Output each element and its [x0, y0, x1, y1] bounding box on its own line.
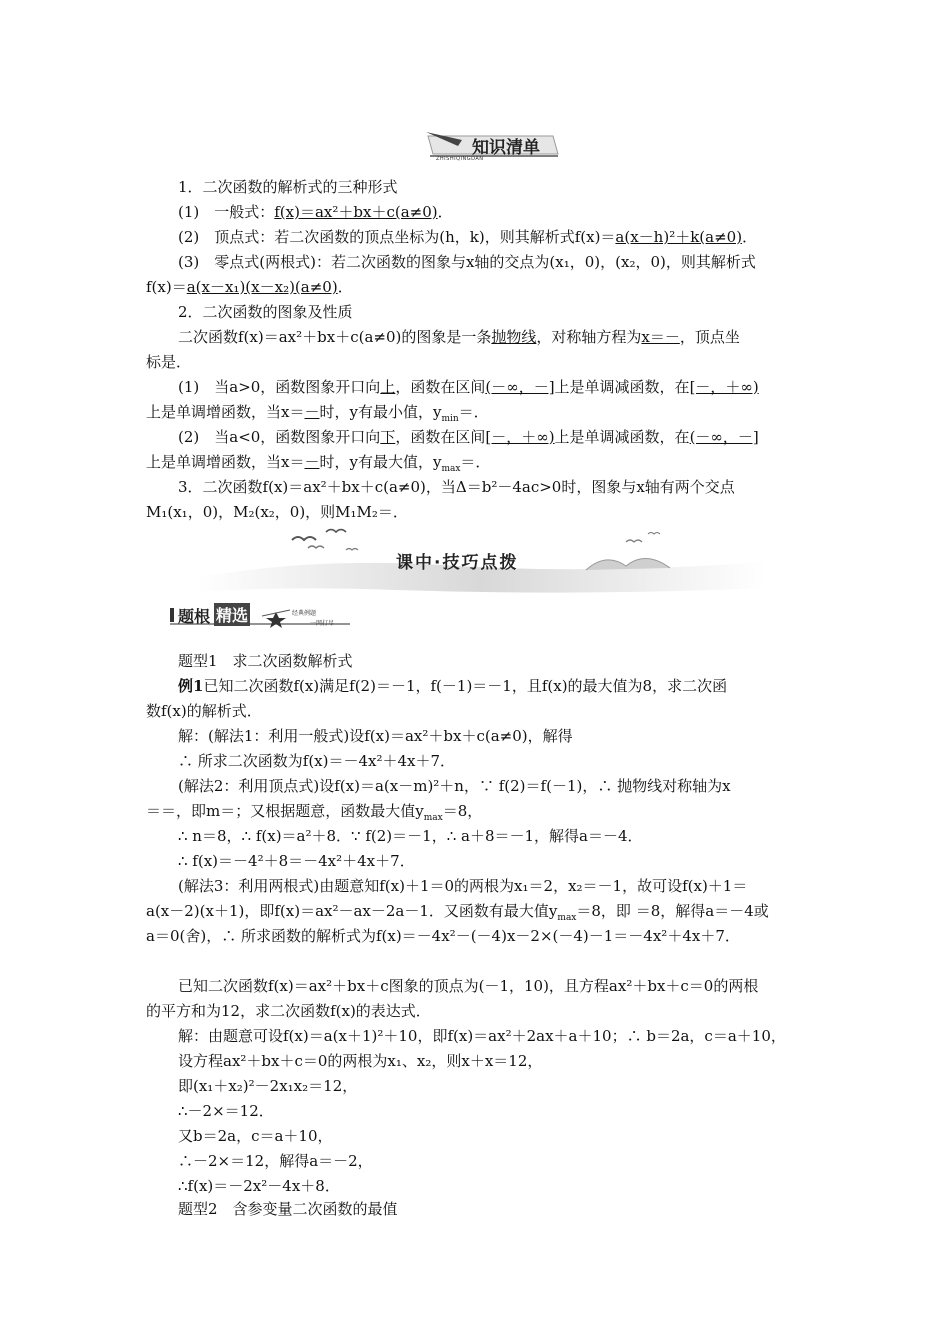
- case-a-positive-line2: 上是单调增函数，当x＝－时，y有最小值，$y_{min}=$．: [146, 403, 489, 424]
- general-form-formula: f(x)＝ax²＋bx＋c(a≠0): [274, 203, 438, 221]
- tag-label-b: 精选: [214, 603, 250, 626]
- lesson-banner-title: 课中·技巧点拨: [396, 553, 519, 573]
- practice-solution-line3: 即(x₁＋x₂)²－2x₁x₂＝12，: [178, 1077, 358, 1095]
- solution3-line1: (解法3：利用两根式)由题意知f(x)＋1＝0的两根为x₁＝2，x₂＝－1，故可设f(x)＋1＝: [178, 877, 748, 895]
- tag-small-2: 一网打尽: [310, 620, 335, 627]
- practice-solution-line5: 又b＝2a，c＝a＋10，: [178, 1127, 333, 1145]
- zero-form-prefix: f(x)＝: [146, 278, 187, 296]
- solution3-line3: a＝0(舍)，∴ 所求函数的解析式为f(x)＝－4x²－(－4)x－2×(－4)－1＝－4x²＋4x＋7．: [146, 927, 740, 945]
- section1-title: 1．二次函数的解析式的三种形式: [178, 178, 398, 196]
- solution1-line2: ∴ 所求二次函数为f(x)＝－4x²＋4x＋7．: [178, 752, 456, 770]
- case-a-negative-line1: (2) 当a<0，函数图象开口向下，函数在区间[－，＋∞)上是单调减函数，在(－∞，－]: [178, 428, 759, 446]
- section3-line1: 3．二次函数f(x)＝ax²＋bx＋c(a≠0)，当Δ＝b²－4ac>0时，图象与x轴有两个交点: [178, 478, 735, 496]
- example1-line1: 例1已知二次函数f(x)满足f(2)＝－1，f(－1)＝－1，且f(x)的最大值为8，求二次函: [178, 677, 728, 695]
- solution2-line1: (解法2：利用顶点式)设f(x)＝a(x－m)²＋n，∵ f(2)＝f(－1)，∴ 抛物线对称轴为x: [178, 777, 731, 795]
- type1-title: 题型1 求二次函数解析式: [178, 652, 353, 670]
- section2-title: 2．二次函数的图象及性质: [178, 303, 353, 321]
- vertex-form-formula: a(x－h)²＋k(a≠0): [615, 228, 743, 246]
- axis-formula: x＝－: [641, 328, 680, 346]
- vertex-form-line: (2) 顶点式：若二次函数的顶点坐标为(h，k)，则其解析式f(x)＝a(x－h)²＋k(a≠0)．: [178, 228, 758, 246]
- solution2-line3: ∴ n＝8，∴ f(x)＝a²＋8．∵ f(2)＝－1，∴ a＋8＝－1，解得a＝－4．: [178, 827, 643, 845]
- parabola-term: 抛物线: [491, 328, 537, 346]
- solution3-line2: a(x－2)(x＋1)，即f(x)＝ax²－ax－2a－1．又函数有最大值$y_{max}=8$，即 ＝8，解得a＝－4或: [146, 902, 769, 923]
- practice-question-line2: 的平方和为12，求二次函数f(x)的表达式．: [146, 1002, 431, 1020]
- practice-solution-line4: ∴－2×＝12．: [178, 1102, 274, 1120]
- zero-form-line2: f(x)＝a(x－x₁)(x－x₂)(a≠0)．: [146, 278, 353, 296]
- practice-solution-line1: 解：由题意可设f(x)＝a(x＋1)²＋10，即f(x)＝ax²＋2ax＋a＋10；∴ b＝2a，c＝a＋10，: [178, 1027, 786, 1045]
- solution2-line2: ＝＝，即m＝；又根据题意，函数最大值$y_{max}=8$，: [146, 802, 483, 823]
- general-form-label: (1) 一般式：: [178, 203, 275, 221]
- lesson-banner: [196, 526, 766, 596]
- example1-line2: 数f(x)的解析式．: [146, 702, 262, 720]
- general-form-line: (1) 一般式：f(x)＝ax²＋bx＋c(a≠0)．: [178, 203, 453, 221]
- type2-title: 题型2 含参变量二次函数的最值: [178, 1200, 398, 1218]
- question-selection-tag: [170, 598, 410, 632]
- section2-intro-cont: 标是．: [146, 353, 192, 371]
- tag-label-a: 题根: [178, 607, 211, 626]
- header-subtitle: ZHISHIQINGDAN: [436, 156, 484, 162]
- zero-form-line1: (3) 零点式(两根式)：若二次函数的图象与x轴的交点为(x₁，0)，(x₂，0)，则其解析式: [178, 253, 756, 271]
- practice-solution-line7: ∴f(x)＝－2x²－4x＋8．: [178, 1177, 340, 1195]
- tag-small-1: 经典例题: [292, 610, 317, 617]
- section2-intro: 二次函数f(x)＝ax²＋bx＋c(a≠0)的图象是一条抛物线，对称轴方程为x＝－，顶点坐: [178, 328, 740, 346]
- practice-question-line1: 已知二次函数f(x)＝ax²＋bx＋c图象的顶点为(－1，10)，且方程ax²＋bx＋c＝0的两根: [178, 977, 759, 995]
- practice-solution-line2: 设方程ax²＋bx＋c＝0的两根为x₁、x₂，则x＋x＝12，: [178, 1052, 543, 1070]
- section3-line2: M₁(x₁，0)，M₂(x₂，0)，则M₁M₂＝．: [146, 503, 408, 521]
- section-header-knowledge: [418, 126, 563, 164]
- vertex-form-label: (2) 顶点式：若二次函数的顶点坐标为(h，k)，则其解析式f(x)＝: [178, 228, 616, 246]
- header-title: 知识清单: [472, 138, 540, 158]
- example1-label: 例1: [178, 677, 204, 695]
- practice-solution-line6: ∴－2×＝12，解得a＝－2，: [178, 1152, 373, 1170]
- case-a-negative-line2: 上是单调增函数，当x＝－时，y有最大值，$y_{max}=$．: [146, 453, 491, 474]
- case-a-positive-line1: (1) 当a>0，函数图象开口向上，函数在区间(－∞，－]上是单调减函数，在[－，＋∞): [178, 378, 759, 396]
- solution1-line1: 解：(解法1：利用一般式)设f(x)＝ax²＋bx＋c(a≠0)，解得: [178, 727, 573, 745]
- solution2-line4: ∴ f(x)＝－4²＋8＝－4x²＋4x＋7．: [178, 852, 415, 870]
- zero-form-formula: a(x－x₁)(x－x₂)(a≠0): [186, 278, 338, 296]
